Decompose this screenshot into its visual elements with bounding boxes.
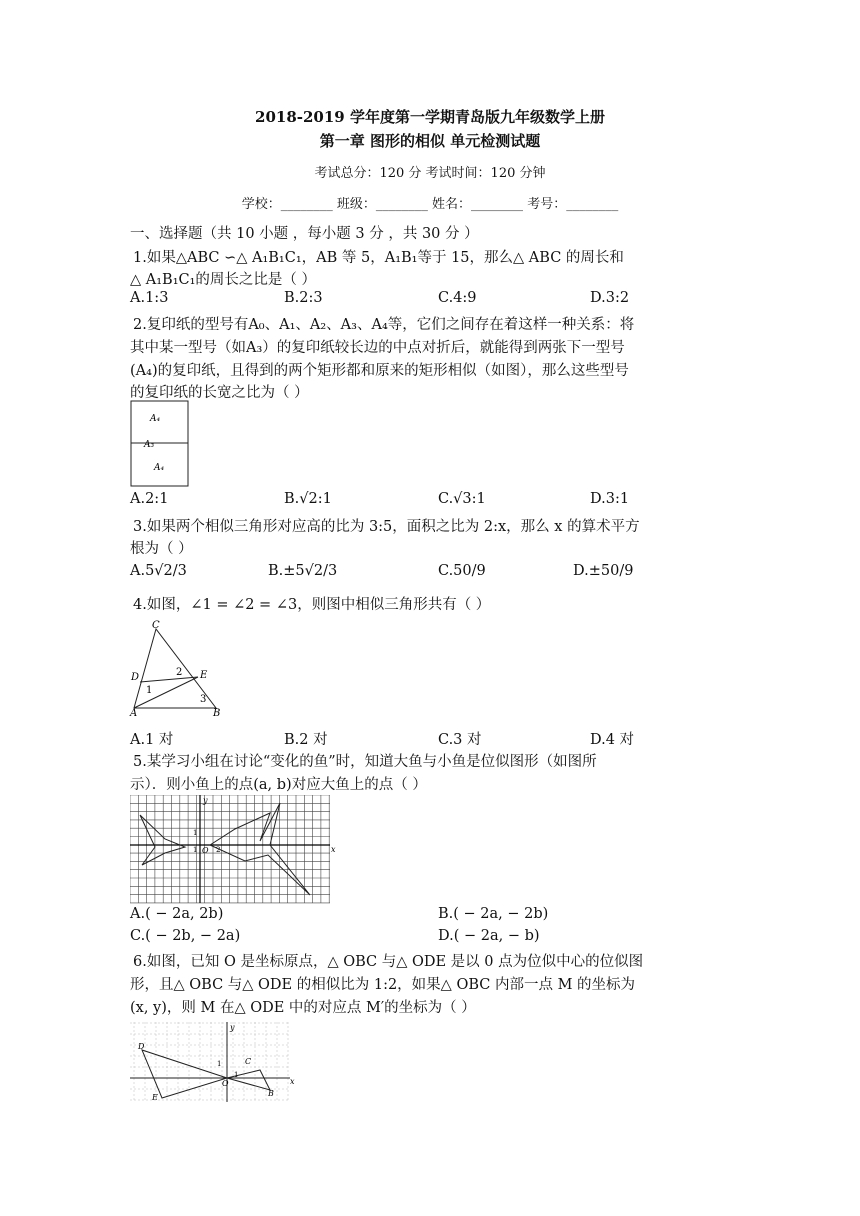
q4-label-a: A: [130, 708, 138, 719]
q1-option-d[interactable]: D.3:2: [590, 290, 630, 306]
q4-option-c[interactable]: C.3 对: [438, 732, 482, 748]
q6-line-1: 6.如图，已知 O 是坐标原点，△ OBC 与△ ODE 是以 0 点为位似中心的位似图: [133, 954, 644, 970]
q5-label-x: x: [331, 845, 336, 854]
q5-large-fish: [210, 803, 310, 895]
q5-label-y: y: [203, 796, 208, 805]
q6-grid: [130, 1022, 290, 1102]
q6-coordinate-figure: [130, 1022, 300, 1104]
q4-label-c: C: [152, 620, 160, 631]
q1-option-c[interactable]: C.4:9: [438, 290, 477, 306]
q6-label-o: O: [222, 1079, 229, 1088]
q3-option-b[interactable]: B.±5√2/3: [268, 563, 338, 579]
q4-triangle-figure: [128, 618, 228, 720]
q6-triangle-ode: [142, 1050, 227, 1098]
q2-line-4: 的复印纸的长宽之比为（ ）: [130, 385, 309, 401]
q4-line-1: 4.如图，∠1 = ∠2 = ∠3，则图中相似三角形共有（ ）: [133, 597, 491, 613]
q5-grid: [130, 795, 330, 903]
q4-option-a[interactable]: A.1 对: [130, 732, 174, 748]
q6-label-x1: 1: [234, 1071, 239, 1079]
section-heading: 一、选择题（共 10 小题 ，每小题 3 分 ，共 30 分 ）: [130, 226, 479, 242]
q2-line-1: 2.复印纸的型号有A₀、A₁、A₂、A₃、A₄等，它们之间存在着这样一种关系：将: [133, 317, 635, 333]
q6-label-b: B: [268, 1089, 274, 1098]
q4-label-1: 1: [146, 685, 153, 696]
q5-option-c[interactable]: C.( − 2b, − 2a): [130, 928, 241, 944]
q6-label-y1: 1: [217, 1060, 222, 1068]
q2-line-3: (A₄)的复印纸，且得到的两个矩形都和原来的矩形相似（如图），那么这些型号: [130, 363, 629, 379]
q6-label-x: x: [290, 1077, 295, 1086]
q6-label-c: C: [245, 1057, 252, 1066]
q2-option-d[interactable]: D.3:1: [590, 491, 630, 507]
q2-paper-figure: [130, 400, 190, 488]
q1-option-b[interactable]: B.2:3: [284, 290, 323, 306]
q3-line-2: 根为（ ）: [130, 541, 193, 557]
q4-label-b: B: [213, 708, 221, 719]
q5-line-1: 5.某学习小组在讨论“变化的鱼”时，知道大鱼与小鱼是位似图形（如图所: [133, 754, 597, 770]
q2-option-c[interactable]: C.√3:1: [438, 491, 486, 507]
q1-line-2: △ A₁B₁C₁的周长之比是（ ）: [130, 272, 317, 288]
q5-option-d[interactable]: D.( − 2a, − b): [438, 928, 540, 944]
q4-label-3: 3: [200, 694, 207, 705]
q2-label-a4-top: A₄: [150, 414, 161, 424]
q4-option-b[interactable]: B.2 对: [284, 732, 328, 748]
q2-option-b[interactable]: B.√2:1: [284, 491, 332, 507]
q2-label-a4-bottom: A₄: [154, 463, 165, 473]
q5-label-x1: 1: [193, 846, 198, 854]
q5-label-o: O: [202, 846, 209, 855]
q1-option-a[interactable]: A.1:3: [130, 290, 169, 306]
q2-label-a3: A₃: [144, 440, 155, 450]
q5-label-y1: 1: [193, 829, 198, 837]
q4-label-e: E: [200, 670, 208, 681]
title-line-2: 第一章 图形的相似 单元检测试题: [319, 132, 541, 150]
q5-option-a[interactable]: A.( − 2a, 2b): [130, 906, 224, 922]
exam-info: 考试总分：120 分 考试时间：120 分钟: [314, 166, 546, 181]
student-info: 学校：________ 班级：________ 姓名：________ 考号：________: [241, 197, 619, 212]
q4-option-d[interactable]: D.4 对: [590, 732, 635, 748]
q3-option-c[interactable]: C.50/9: [438, 563, 486, 579]
q6-label-y: y: [230, 1023, 235, 1032]
q4-label-2: 2: [176, 667, 183, 678]
title-line-1: 2018-2019 学年度第一学期青岛版九年级数学上册: [255, 108, 605, 126]
q3-option-d[interactable]: D.±50/9: [573, 563, 634, 579]
q2-option-a[interactable]: A.2:1: [130, 491, 169, 507]
q3-line-1: 3.如果两个相似三角形对应高的比为 3:5，面积之比为 2:x，那么 x 的算术平方: [133, 519, 640, 535]
q5-fish-grid-figure: [130, 795, 340, 905]
q6-label-d: D: [138, 1042, 145, 1051]
q6-line-2: 形，且△ OBC 与△ ODE 的相似比为 1:2，如果△ OBC 内部一点 M 的坐标为: [130, 977, 636, 993]
q6-line-3: (x, y)，则 M 在△ ODE 中的对应点 M′的坐标为（ ）: [130, 1000, 476, 1016]
q6-label-e: E: [152, 1093, 158, 1102]
q5-label-x2: 2: [216, 846, 221, 854]
q5-line-2: 示）．则小鱼上的点(a, b)对应大鱼上的点（ ）: [130, 777, 427, 793]
q1-line-1: 1.如果△ABC ∽△ A₁B₁C₁，AB 等 5，A₁B₁等于 15，那么△ ABC 的周长和: [133, 250, 624, 266]
q4-label-d: D: [131, 672, 140, 683]
q5-option-b[interactable]: B.( − 2a, − 2b): [438, 906, 549, 922]
q3-option-a[interactable]: A.5√2/3: [130, 563, 187, 579]
q2-line-2: 其中某一型号（如A₃）的复印纸较长边的中点对折后，就能得到两张下一型号: [130, 340, 625, 356]
